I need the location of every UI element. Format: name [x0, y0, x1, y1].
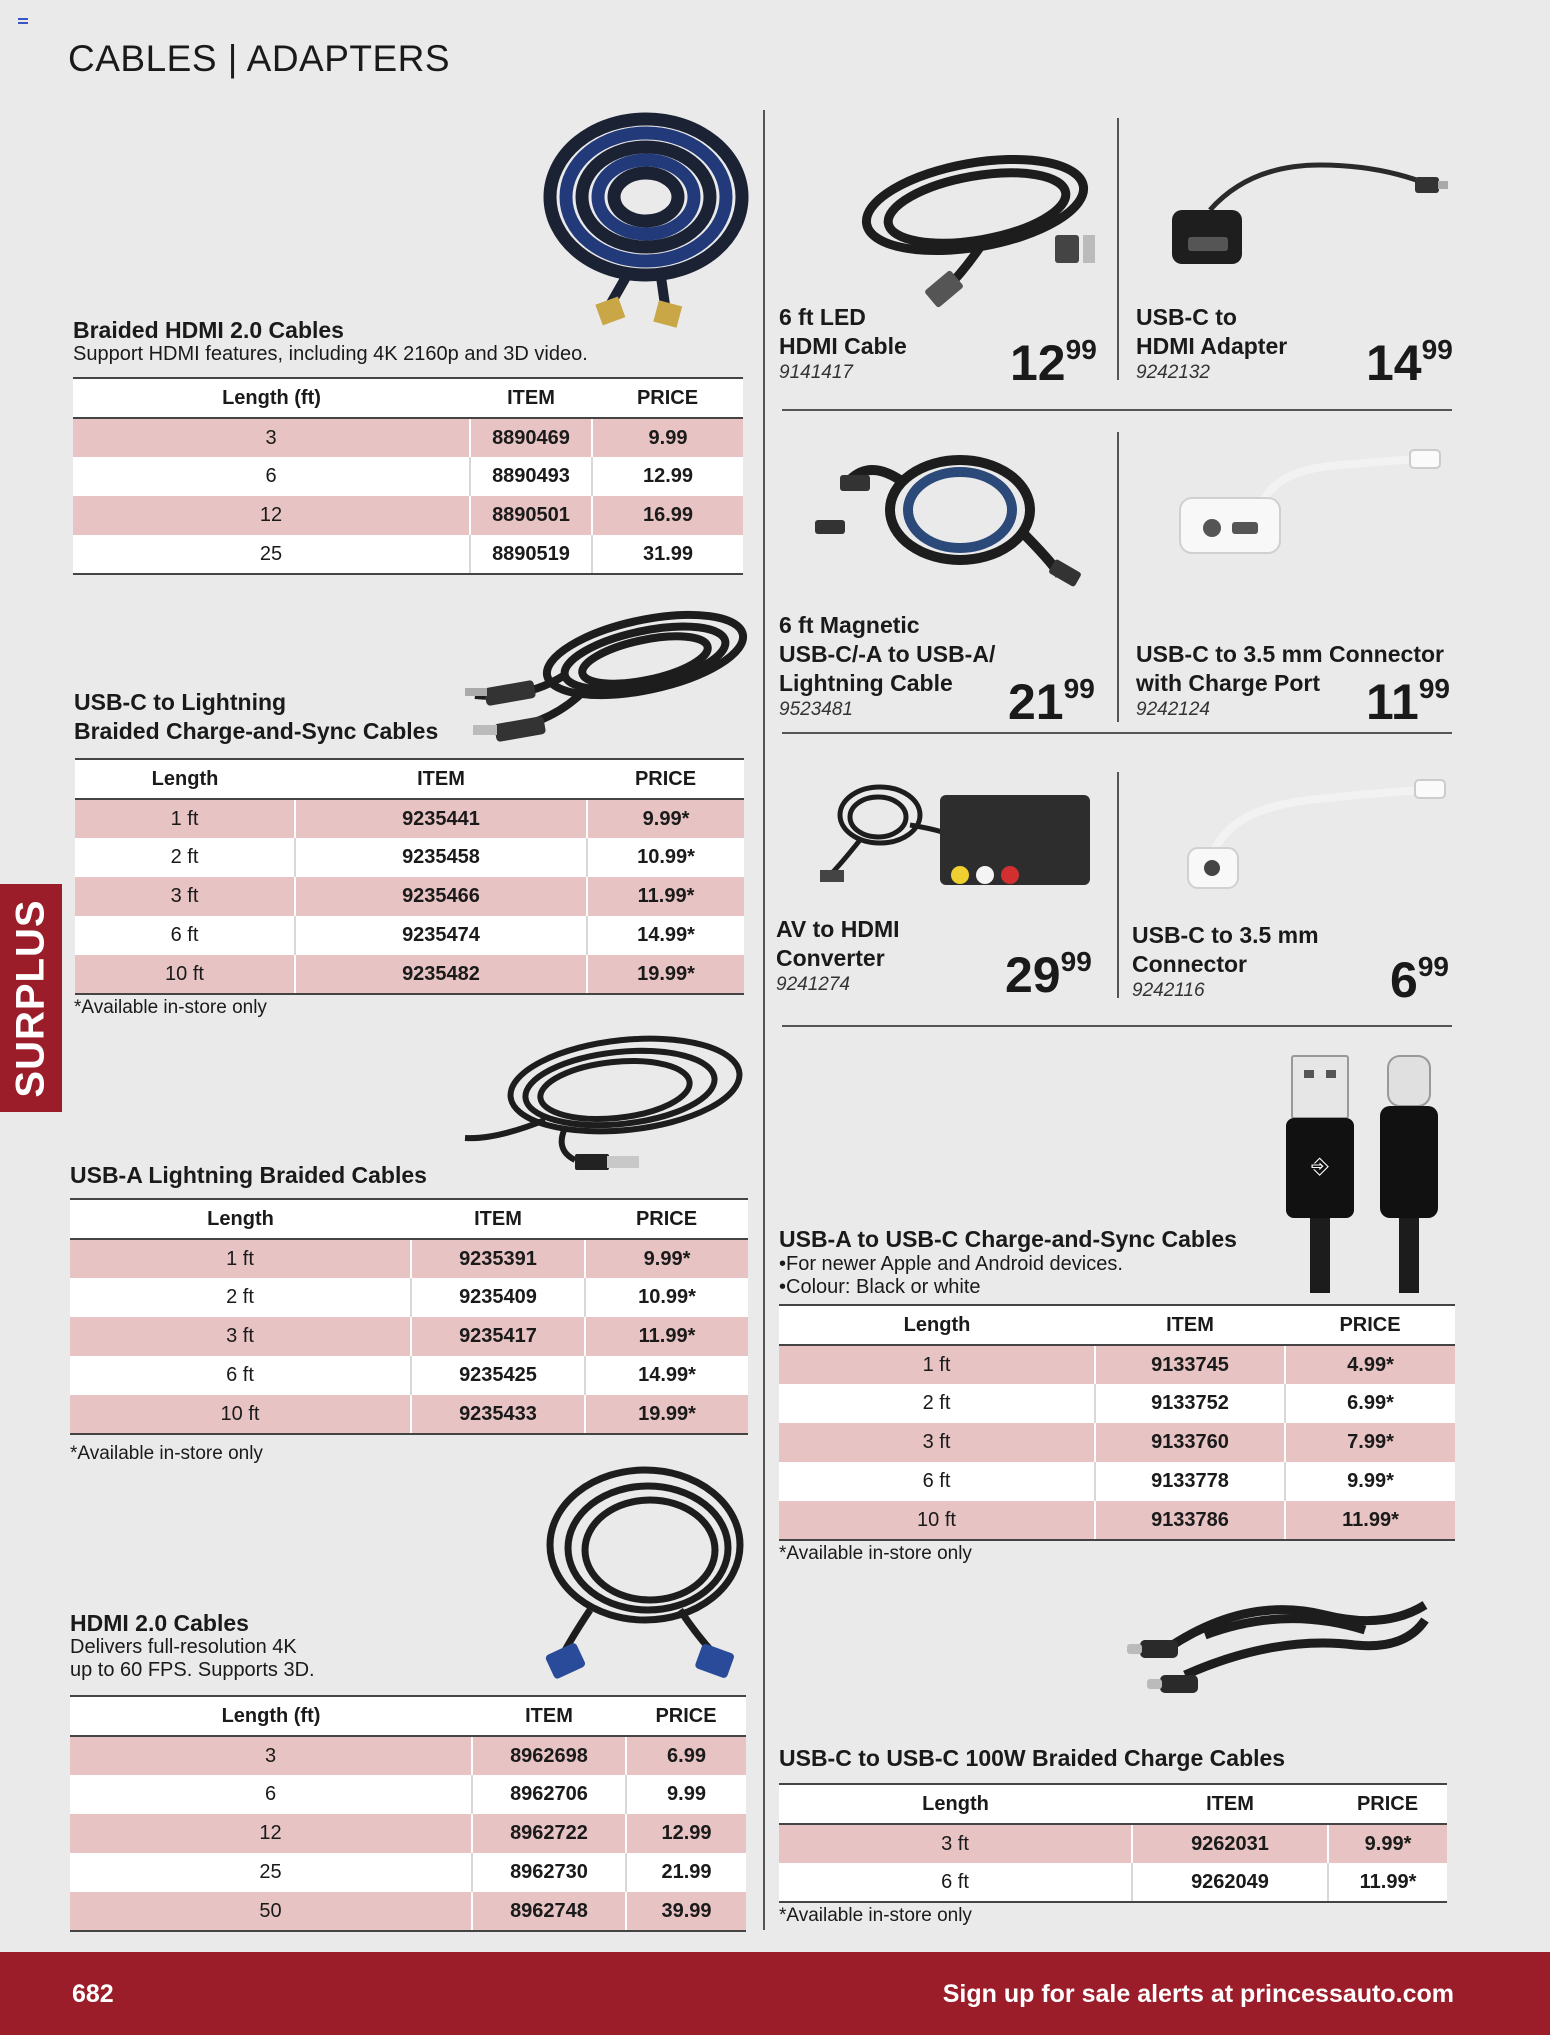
col-header-item: ITEM: [411, 1199, 585, 1239]
usba-lightning-cable-image: [455, 1020, 755, 1180]
product-6-sku: 9242116: [1132, 980, 1205, 1001]
usbc-35mm-charge-port-image: [1170, 440, 1450, 570]
sale-alerts-link[interactable]: Sign up for sale alerts at princessauto.com: [942, 1980, 1454, 2008]
col-header-length: Length: [75, 759, 295, 799]
usba-usbc-title: USB-A to USB-C Charge-and-Sync Cables: [779, 1226, 1237, 1252]
product-4-sku: 9242124: [1136, 699, 1210, 720]
product-3-sku: 9523481: [779, 699, 853, 720]
table-row: 6 ft 9262049 11.99*: [779, 1863, 1447, 1902]
col-header-item: ITEM: [1132, 1784, 1328, 1824]
col-header-item: ITEM: [1095, 1305, 1285, 1345]
table-row: 2 ft 9235409 10.99*: [70, 1278, 748, 1317]
product-2-price: [1366, 334, 1453, 391]
surplus-section-tab: [0, 884, 62, 1112]
product-1-name-line1: 6 ft LED: [779, 304, 866, 330]
table-row: 12 8962722 12.99: [70, 1814, 746, 1853]
col-header-price: PRICE: [1285, 1305, 1455, 1345]
hdmi20-subtitle-line1: Delivers full-resolution 4K: [70, 1636, 297, 1658]
footer-bar: [0, 1952, 1550, 2035]
usbc-usbc-title: USB-C to USB-C 100W Braided Charge Cables: [779, 1745, 1286, 1771]
product-1-name-line2: HDMI Cable: [779, 333, 907, 359]
av-hdmi-converter-image: [800, 775, 1105, 905]
table-row: 25 8962730 21.99: [70, 1853, 746, 1892]
product-4-price-cents: 99: [1418, 673, 1451, 704]
product-3-name-line3: Lightning Cable: [779, 670, 953, 696]
usbc-usbc-table: [779, 1783, 1447, 1903]
braided-hdmi-title: Braided HDMI 2.0 Cables: [73, 317, 344, 343]
usbc-hdmi-adapter-image: [1160, 155, 1450, 285]
table-row: 1 ft 9133745 4.99*: [779, 1345, 1455, 1384]
usbc-lightning-note: *Available in-store only: [74, 997, 267, 1018]
product-2-sku: 9242132: [1136, 362, 1210, 383]
product-3-price-cents: 99: [1063, 673, 1095, 704]
page-title: CABLES | ADAPTERS: [68, 38, 451, 79]
product-rule-2: [782, 732, 1452, 734]
product-6-price-dollars: 6: [1390, 952, 1418, 1008]
hdmi-cable-image: [530, 1460, 760, 1685]
col-header-item: ITEM: [470, 378, 592, 418]
product-2-price-dollars: 14: [1366, 335, 1422, 391]
col-header-price: PRICE: [626, 1696, 746, 1736]
table-row: 3 ft 9235417 11.99*: [70, 1317, 748, 1356]
product-1-price-cents: 99: [1065, 334, 1097, 365]
col-header-length: Length (ft): [70, 1696, 472, 1736]
braided-hdmi-subtitle: Support HDMI features, including 4K 2160p and 3D video.: [73, 343, 588, 365]
product-divider-1: [1117, 118, 1119, 380]
column-divider: [763, 110, 765, 1930]
product-5-sku: 9241274: [776, 974, 850, 995]
usba-lightning-title: USB-A Lightning Braided Cables: [70, 1162, 427, 1188]
usbc-35mm-connector-image: [1180, 770, 1450, 900]
product-4-price: [1366, 673, 1451, 730]
product-rule-3: [782, 1025, 1452, 1027]
product-4-price-dollars: 11: [1366, 674, 1419, 730]
table-row: 1 ft 9235441 9.99*: [75, 799, 744, 838]
table-row: 1 ft 9235391 9.99*: [70, 1239, 748, 1278]
product-5-name-line1: AV to HDMI: [776, 916, 900, 942]
product-1-price: [1010, 334, 1097, 391]
product-1-price-dollars: 12: [1010, 335, 1066, 391]
usba-usbc-note: *Available in-store only: [779, 1543, 972, 1564]
product-1-sku: 9141417: [779, 362, 853, 383]
product-5-price: [1005, 946, 1092, 1003]
usba-lightning-table: [70, 1198, 748, 1435]
product-3-name-line1: 6 ft Magnetic: [779, 612, 920, 638]
usba-usbc-bullet2: •Colour: Black or white: [779, 1276, 981, 1298]
table-row: 6 8962706 9.99: [70, 1775, 746, 1814]
table-row: 3 8890469 9.99: [73, 418, 743, 457]
table-row: 6 ft 9235425 14.99*: [70, 1356, 748, 1395]
col-header-price: PRICE: [585, 1199, 748, 1239]
product-rule-1: [782, 409, 1452, 411]
product-5-name-line2: Converter: [776, 945, 885, 971]
product-4-name-line1: USB-C to 3.5 mm Connector: [1136, 641, 1444, 667]
table-row: 3 ft 9262031 9.99*: [779, 1824, 1447, 1863]
table-row: 2 ft 9133752 6.99*: [779, 1384, 1455, 1423]
col-header-length: Length: [779, 1784, 1132, 1824]
corner-mark: [18, 18, 28, 24]
braided-hdmi-table: [73, 377, 743, 575]
col-header-length: Length (ft): [73, 378, 470, 418]
table-row: 6 8890493 12.99: [73, 457, 743, 496]
table-row: 10 ft 9235433 19.99*: [70, 1395, 748, 1434]
page-number: 682: [72, 1980, 114, 2008]
product-6-price: [1390, 951, 1449, 1008]
braided-hdmi-cable-image: [540, 105, 760, 335]
product-4-name-line2: with Charge Port: [1136, 670, 1321, 696]
product-6-name-line1: USB-C to 3.5 mm: [1132, 922, 1319, 948]
table-row: 3 ft 9133760 7.99*: [779, 1423, 1455, 1462]
magnetic-cable-image: [810, 440, 1100, 590]
product-3-name-line2: USB-C/-A to USB-A/: [779, 641, 996, 667]
table-row: 3 ft 9235466 11.99*: [75, 877, 744, 916]
led-hdmi-cable-image: [855, 140, 1105, 310]
table-row: 6 ft 9235474 14.99*: [75, 916, 744, 955]
col-header-price: PRICE: [592, 378, 743, 418]
usbc-lightning-title-line2: Braided Charge-and-Sync Cables: [74, 718, 439, 744]
table-row: 2 ft 9235458 10.99*: [75, 838, 744, 877]
table-row: 6 ft 9133778 9.99*: [779, 1462, 1455, 1501]
usba-usbc-cable-image: [1270, 1048, 1455, 1298]
usbc-lightning-table: [75, 758, 744, 995]
product-divider-2: [1117, 432, 1119, 722]
col-header-price: PRICE: [587, 759, 744, 799]
table-row: 25 8890519 31.99: [73, 535, 743, 574]
table-row: 12 8890501 16.99: [73, 496, 743, 535]
table-row: 10 ft 9235482 19.99*: [75, 955, 744, 994]
col-header-length: Length: [779, 1305, 1095, 1345]
col-header-price: PRICE: [1328, 1784, 1447, 1824]
product-6-name-line2: Connector: [1132, 951, 1247, 977]
usba-lightning-note: *Available in-store only: [70, 1443, 263, 1464]
svg-text:⎆: ⎆: [1311, 1154, 1329, 1179]
usba-usbc-table: [779, 1304, 1455, 1541]
product-6-price-cents: 99: [1417, 951, 1449, 982]
usbc-lightning-cable-image: [445, 600, 765, 750]
product-divider-3: [1117, 772, 1119, 998]
col-header-length: Length: [70, 1199, 411, 1239]
hdmi20-title: HDMI 2.0 Cables: [70, 1610, 249, 1636]
table-row: 10 ft 9133786 11.99*: [779, 1501, 1455, 1540]
product-5-price-dollars: 29: [1005, 947, 1061, 1003]
table-row: 3 8962698 6.99: [70, 1736, 746, 1775]
product-3-price: [1008, 673, 1095, 730]
usbc-lightning-title-line1: USB-C to Lightning: [74, 689, 287, 715]
product-2-price-cents: 99: [1421, 334, 1453, 365]
col-header-item: ITEM: [295, 759, 587, 799]
col-header-item: ITEM: [472, 1696, 626, 1736]
product-5-price-cents: 99: [1060, 946, 1092, 977]
hdmi20-subtitle-line2: up to 60 FPS. Supports 3D.: [70, 1659, 315, 1681]
surplus-tab-label: SURPLUS: [8, 898, 53, 1098]
usbc-usbc-note: *Available in-store only: [779, 1905, 972, 1926]
product-3-price-dollars: 21: [1008, 674, 1064, 730]
product-2-name-line1: USB-C to: [1136, 304, 1237, 330]
hdmi20-table: [70, 1695, 746, 1932]
product-2-name-line2: HDMI Adapter: [1136, 333, 1288, 359]
usba-usbc-bullet1: •For newer Apple and Android devices.: [779, 1253, 1123, 1275]
table-row: 50 8962748 39.99: [70, 1892, 746, 1931]
usbc-usbc-cable-image: [1125, 1575, 1445, 1705]
